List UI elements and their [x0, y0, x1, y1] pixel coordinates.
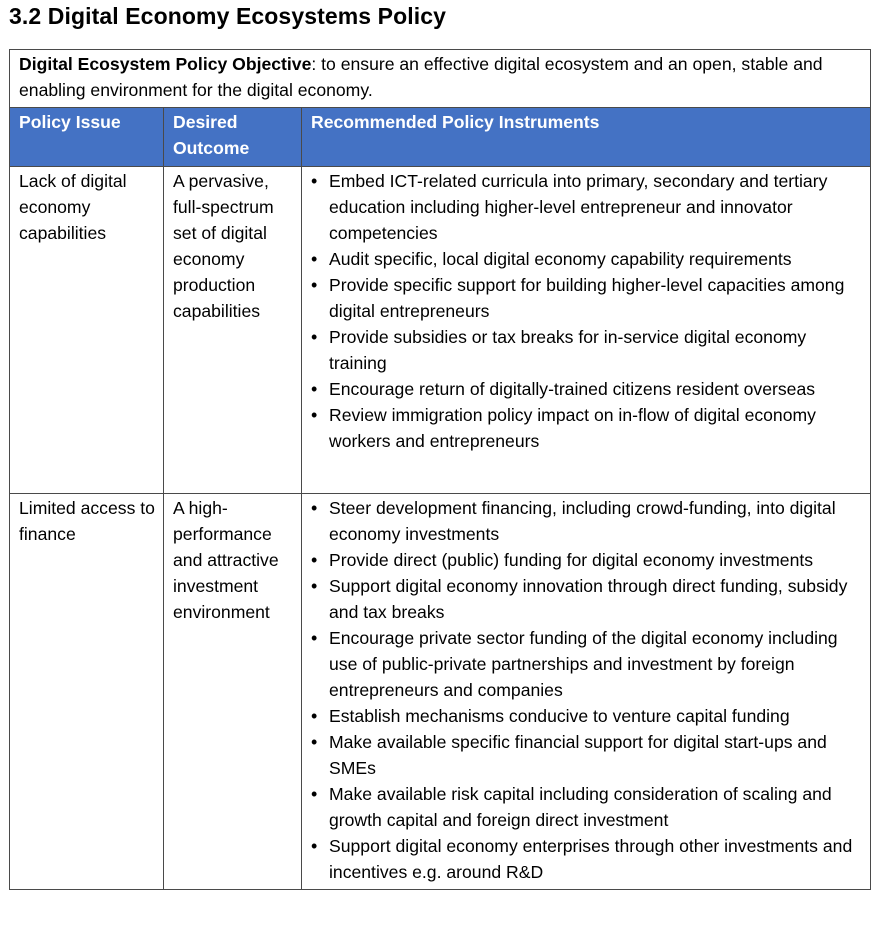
policy-issue-cell: Lack of digital economy capabilities	[10, 167, 164, 494]
list-item: • Make available specific financial support for digital start-ups and SMEs	[311, 729, 862, 781]
objective-label: Digital Ecosystem Policy Objective	[19, 54, 312, 74]
list-item: • Provide direct (public) funding for digital economy investments	[311, 547, 862, 573]
instruments-cell	[302, 494, 871, 890]
objective-text: : to ensure an effective digital ecosystem and an open, stable and enabling environment for the digital economy.	[19, 54, 823, 100]
instruments-cell	[302, 167, 871, 494]
instrument-list	[311, 168, 862, 454]
policy-issue-cell: Limited access to finance	[10, 494, 164, 890]
column-header-policy-issue: Policy Issue	[10, 108, 164, 167]
table-row	[10, 167, 871, 494]
table-row	[10, 494, 871, 890]
list-item: • Provide specific support for building higher-level capacities among digital entrepreneurs	[311, 272, 862, 324]
section-heading: 3.2 Digital Economy Ecosystems Policy	[9, 3, 447, 29]
list-item: • Embed ICT-related curricula into primary, secondary and tertiary education including higher-level entrepreneur and innovator competencies	[311, 168, 862, 246]
list-item: • Establish mechanisms conducive to venture capital funding	[311, 703, 862, 729]
policy-table	[9, 49, 871, 890]
list-item: • Provide subsidies or tax breaks for in-service digital economy training	[311, 324, 862, 376]
list-item: • Steer development financing, including crowd-funding, into digital economy investments	[311, 495, 862, 547]
objective-row	[10, 50, 871, 108]
list-item: • Audit specific, local digital economy capability requirements	[311, 246, 862, 272]
desired-outcome-cell: A pervasive, full-spectrum set of digital economy production capabilities	[164, 167, 302, 494]
list-item: • Encourage return of digitally-trained citizens resident overseas	[311, 376, 862, 402]
column-header-desired-outcome: Desired Outcome	[164, 108, 302, 167]
objective-cell	[10, 50, 871, 108]
column-header-policy-instruments: Recommended Policy Instruments	[302, 108, 871, 167]
list-item: • Make available risk capital including consideration of scaling and growth capital and foreign direct investment	[311, 781, 862, 833]
header-row	[10, 108, 871, 167]
desired-outcome-cell: A high-performance and attractive investment environment	[164, 494, 302, 890]
list-item: • Support digital economy innovation through direct funding, subsidy and tax breaks	[311, 573, 862, 625]
list-item: • Encourage private sector funding of the digital economy including use of public-private partnerships and investment by foreign entrepreneurs and companies	[311, 625, 862, 703]
instrument-list	[311, 495, 862, 885]
list-item: • Review immigration policy impact on in-flow of digital economy workers and entrepreneurs	[311, 402, 862, 454]
list-item: • Support digital economy enterprises through other investments and incentives e.g. around R&D	[311, 833, 862, 885]
